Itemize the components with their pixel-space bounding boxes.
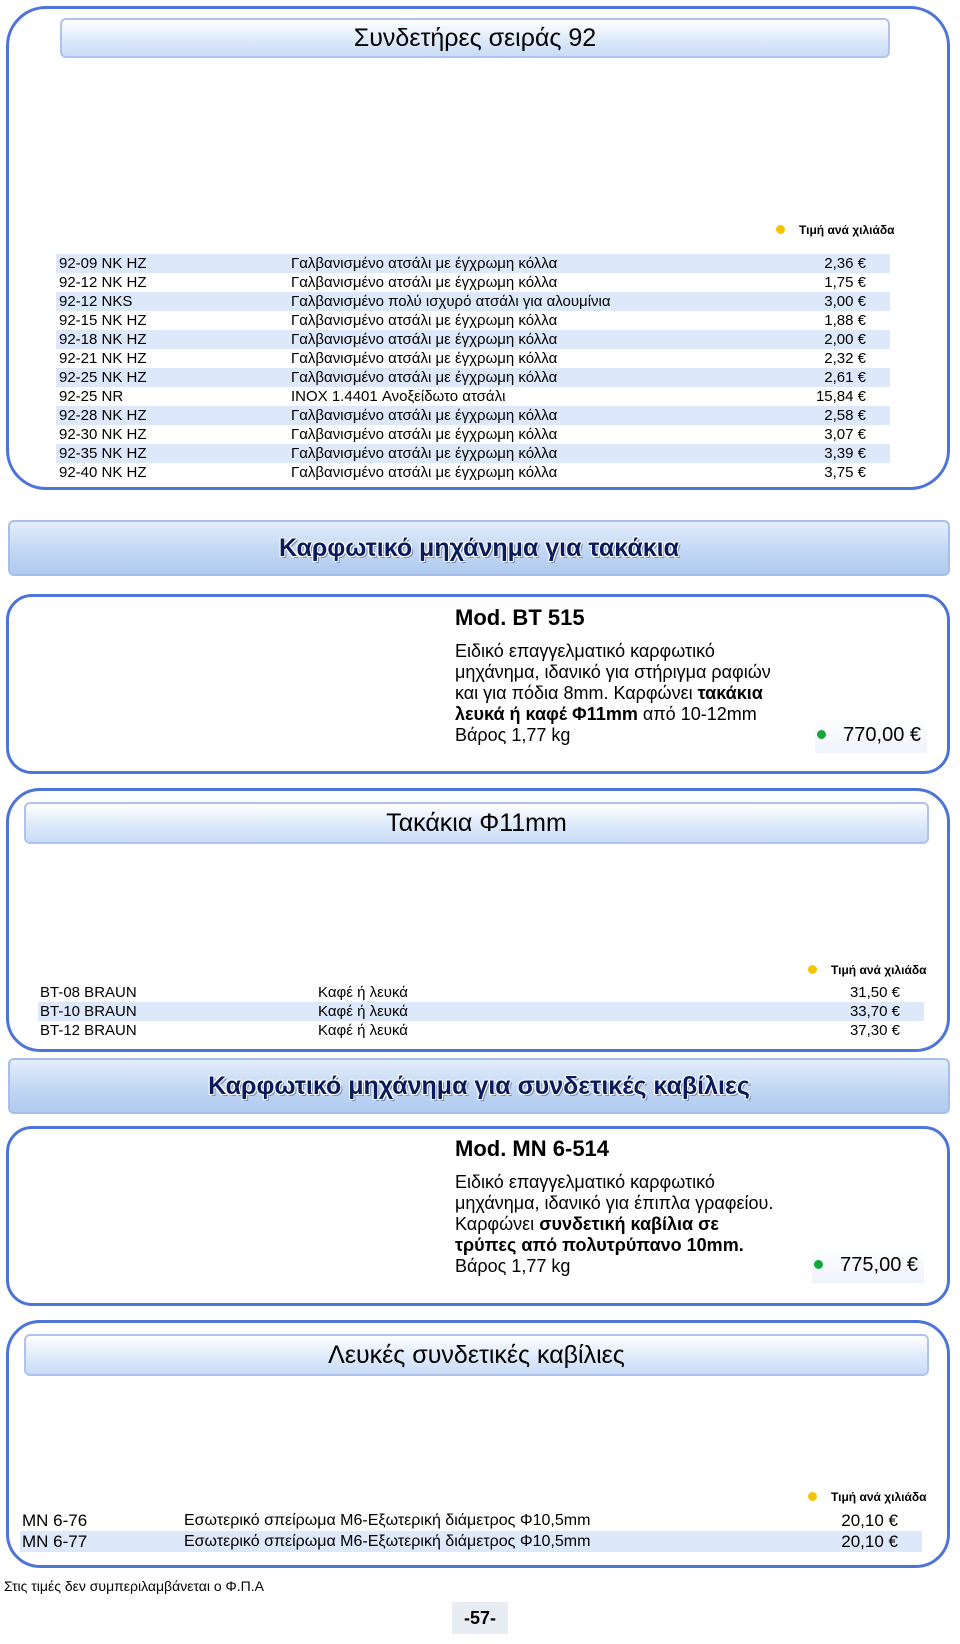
vat-footnote: Στις τιμές δεν συμπεριλαμβάνεται ο Φ.Π.Α	[4, 1578, 264, 1594]
product-price: 33,70 €	[849, 1003, 900, 1020]
table-row	[56, 425, 890, 444]
desc-emphasis: τρύπες από πολυτρύπανο 10mm.	[455, 1235, 744, 1255]
desc-line: Καρφώνει	[455, 1214, 540, 1234]
product-description: Καφέ ή λευκά	[318, 1003, 408, 1020]
product-description: Εσωτερικό σπείρωμα Μ6-Εξωτερική διάμετρος Φ10,5mm	[184, 1533, 591, 1550]
product-price: 3,00 €	[824, 293, 866, 310]
product-code: 92-12 NKS	[59, 293, 133, 310]
desc-emphasis: συνδετική καβίλια σε	[539, 1214, 719, 1234]
table-row	[38, 1002, 924, 1021]
product-price: 1,75 €	[824, 274, 866, 291]
desc-line: Ειδικό επαγγελματικό καρφωτικό	[455, 641, 715, 661]
price-legend-text: Τιμή ανά χιλιάδα	[831, 1490, 927, 1504]
product-price: 15,84 €	[815, 388, 866, 405]
product-price: 2,58 €	[824, 407, 866, 424]
product-price: 2,61 €	[824, 369, 866, 386]
product-description: Γαλβανισμένο ατσάλι με έγχρωμη κόλλα	[291, 445, 558, 462]
product-price: 31,50 €	[849, 984, 900, 1001]
desc-line: Ειδικό επαγγελματικό καρφωτικό	[455, 1172, 715, 1192]
product-code: 92-15 NK HZ	[59, 312, 147, 329]
product-model-title: Mod. BT 515	[455, 605, 585, 630]
table-row	[38, 1021, 924, 1040]
product-description: Γαλβανισμένο ατσάλι με έγχρωμη κόλλα	[291, 350, 558, 367]
product-description: Γαλβανισμένο ατσάλι με έγχρωμη κόλλα	[291, 426, 558, 443]
product-weight: Βάρος 1,77 kg	[455, 1256, 571, 1276]
section-band-stapler-pads	[8, 520, 950, 576]
product-code: 92-30 NK HZ	[59, 426, 147, 443]
product-description: Γαλβανισμένο ατσάλι με έγχρωμη κόλλα	[291, 331, 558, 348]
band-title: Καρφωτικό μηχάνημα για συνδετικές καβίλιες	[208, 1072, 750, 1100]
table-row	[56, 273, 890, 292]
product-description: Γαλβανισμένο ατσάλι με έγχρωμη κόλλα	[291, 369, 558, 386]
product-price: 3,39 €	[824, 445, 866, 462]
desc-emphasis: τακάκια	[697, 683, 763, 703]
table-row	[56, 444, 890, 463]
desc-emphasis: λευκά ή καφέ Φ11mm	[455, 704, 638, 724]
table-row	[56, 349, 890, 368]
yellow-bullet-icon	[776, 225, 785, 234]
yellow-bullet-icon	[808, 1492, 817, 1501]
table-row	[56, 292, 890, 311]
product-description-block	[455, 641, 815, 746]
section-title-text: Λευκές συνδετικές καβίλιες	[328, 1341, 625, 1369]
product-code: 92-40 NK HZ	[59, 464, 147, 481]
product-description: Εσωτερικό σπείρωμα Μ6-Εξωτερική διάμετρος Φ10,5mm	[184, 1512, 591, 1529]
section-band-dowel-machine	[8, 1058, 950, 1114]
price-legend	[808, 963, 927, 977]
table-row	[56, 463, 890, 482]
section-title-pads	[24, 802, 929, 844]
product-price: 775,00 €	[840, 1254, 918, 1276]
product-price: 2,32 €	[824, 350, 866, 367]
table-row	[56, 387, 890, 406]
section-title-text: Συνδετήρες σειράς 92	[353, 24, 597, 52]
product-code: 92-35 NK HZ	[59, 445, 147, 462]
desc-line: μηχάνημα, ιδανικό για στήριγμα ραφιών	[455, 662, 771, 682]
band-title: Καρφωτικό μηχάνημα για τακάκια	[279, 534, 679, 562]
product-code: 92-12 NK HZ	[59, 274, 147, 291]
product-weight: Βάρος 1,77 kg	[455, 725, 571, 745]
table-row	[56, 406, 890, 425]
table-row	[20, 1531, 922, 1552]
product-code: BT-12 BRAUN	[40, 1022, 137, 1039]
price-legend-text: Τιμή ανά χιλιάδα	[831, 963, 927, 977]
product-code: MN 6-77	[22, 1532, 88, 1551]
desc-line: και για πόδια 8mm. Καρφώνει	[455, 683, 698, 703]
section-title-dowels	[24, 1334, 929, 1376]
product-code: 92-25 NR	[59, 388, 124, 405]
product-description: Γαλβανισμένο ατσάλι με έγχρωμη κόλλα	[291, 464, 558, 481]
product-price: 2,00 €	[824, 331, 866, 348]
page-number: -57-	[452, 1602, 508, 1634]
green-bullet-icon	[814, 1260, 823, 1269]
price-legend-text: Τιμή ανά χιλιάδα	[799, 223, 895, 237]
product-code: 92-18 NK HZ	[59, 331, 147, 348]
table-row	[20, 1510, 922, 1531]
green-bullet-icon	[817, 730, 826, 739]
product-code: BT-10 BRAUN	[40, 1003, 137, 1020]
product-code: BT-08 BRAUN	[40, 984, 137, 1001]
product-description: Καφέ ή λευκά	[318, 984, 408, 1001]
section-title-series-92	[60, 18, 890, 58]
price-box	[815, 717, 927, 753]
price-legend	[776, 223, 895, 237]
product-description: Γαλβανισμένο ατσάλι με έγχρωμη κόλλα	[291, 274, 558, 291]
product-price: 2,36 €	[824, 255, 866, 272]
table-row	[56, 311, 890, 330]
table-row	[56, 254, 890, 273]
product-price: 3,75 €	[824, 464, 866, 481]
price-legend	[808, 1490, 927, 1504]
product-description-block	[455, 1172, 815, 1277]
product-price: 20,10 €	[841, 1511, 898, 1530]
product-model-title: Mod. MN 6-514	[455, 1136, 610, 1161]
product-price: 37,30 €	[849, 1022, 900, 1039]
table-row	[38, 983, 924, 1002]
desc-line: από 10-12mm	[637, 704, 757, 724]
yellow-bullet-icon	[808, 965, 817, 974]
product-price: 1,88 €	[824, 312, 866, 329]
product-description: Γαλβανισμένο ατσάλι με έγχρωμη κόλλα	[291, 255, 558, 272]
product-description: Γαλβανισμένο ατσάλι με έγχρωμη κόλλα	[291, 407, 558, 424]
table-row	[56, 368, 890, 387]
table-row	[56, 330, 890, 349]
price-box	[812, 1247, 924, 1283]
product-code: MN 6-76	[22, 1511, 88, 1530]
product-code: 92-21 NK HZ	[59, 350, 147, 367]
product-description: Γαλβανισμένο πολύ ισχυρό ατσάλι για αλουμίνια	[291, 293, 611, 310]
desc-line: μηχάνημα, ιδανικό για έπιπλα γραφείου.	[455, 1193, 774, 1213]
product-price: 3,07 €	[824, 426, 866, 443]
product-price: 770,00 €	[843, 724, 921, 746]
product-description: Καφέ ή λευκά	[318, 1022, 408, 1039]
product-code: 92-28 NK HZ	[59, 407, 147, 424]
product-description: INOX 1.4401 Ανοξείδωτο ατσάλι	[291, 388, 506, 405]
section-title-text: Τακάκια Φ11mm	[386, 809, 567, 837]
product-code: 92-25 NK HZ	[59, 369, 147, 386]
product-description: Γαλβανισμένο ατσάλι με έγχρωμη κόλλα	[291, 312, 558, 329]
product-code: 92-09 NK HZ	[59, 255, 147, 272]
product-price: 20,10 €	[841, 1532, 898, 1551]
